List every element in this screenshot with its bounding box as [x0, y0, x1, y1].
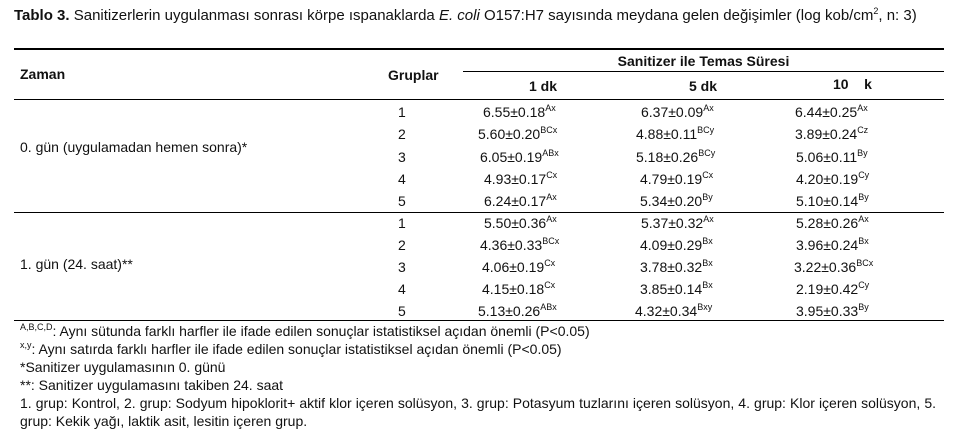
group-number: 3 — [398, 259, 406, 275]
cell-5dk: $3.78\pm 0.32^{Bx}$ — [640, 258, 713, 275]
cell-5dk: $4.79\pm 0.19^{Cx}$ — [640, 170, 714, 187]
cell-10dk: $3.96\pm 0.24^{Bx}$ — [796, 236, 869, 253]
cell-5dk: $4.09\pm 0.29^{Bx}$ — [640, 236, 713, 253]
cell-10dk: $5.06\pm 0.11^{By}$ — [796, 148, 868, 165]
group-number: 2 — [398, 126, 406, 142]
cell-5dk: $5.34\pm 0.20^{By}$ — [640, 192, 713, 209]
cell-10dk: $3.22\pm 0.36^{BCx}$ — [794, 258, 874, 275]
group-number: 1 — [398, 104, 406, 120]
block-label-day1: 1. gün (24. saat)** — [20, 256, 133, 272]
header-1-dk: 1 dk — [528, 78, 557, 94]
footnote-day0: *Sanitizer uygulamasının 0. günü — [20, 359, 226, 375]
footnote-column-letters: $^{A,B,C,D}$: Aynı sütunda farklı harfler ile ifade edilen sonuçlar istatistiksel açıdan önemli (P<0.05) — [20, 322, 590, 339]
cell-5dk: $3.85\pm 0.14^{Bx}$ — [640, 280, 713, 297]
cell-10dk: $4.20\pm 0.19^{Cy}$ — [796, 170, 870, 187]
rule-header-bottom — [14, 99, 944, 100]
cell-1dk: $6.24\pm 0.17^{Ax}$ — [484, 192, 557, 209]
group-number: 3 — [398, 149, 406, 165]
footnote-row-letters: $^{x,y}$: Aynı satırda farklı harfler ile ifade edilen sonuçlar istatistiksel açıdan önemli (P<0.05) — [20, 340, 562, 357]
cell-5dk: $4.88\pm 0.11^{BCy}$ — [636, 125, 715, 142]
rule-top — [14, 48, 944, 50]
cell-10dk: $3.89\pm 0.24^{Cz}$ — [795, 125, 869, 142]
cell-1dk: $4.06\pm 0.19^{Cx}$ — [482, 258, 556, 275]
cell-10dk: $2.19\pm 0.42^{Cy}$ — [796, 280, 870, 297]
cell-1dk: $5.60\pm 0.20^{BCx}$ — [478, 125, 558, 142]
header-10-dk: 10 k — [833, 76, 872, 92]
rule-bottom — [14, 320, 944, 321]
header-zaman: Zaman — [20, 66, 66, 82]
cell-1dk: $5.50\pm 0.36^{Ax}$ — [484, 214, 557, 231]
cell-1dk: $5.13\pm 0.26^{ABx}$ — [478, 302, 557, 319]
header-5-dk: 5 dk — [688, 78, 717, 94]
footnote-groups: 1. grup: Kontrol, 2. grup: Sodyum hipoklorit+ aktif klor içeren solüsyon, 3. grup: Potasyum tuzlarını içeren solüsyon, 4. grup: Klor içeren solüsyon, 5. grup: Kekik yağı, laktik asit, lesitin içeren grup. — [20, 395, 936, 429]
caption-text-b: O157:H7 sayısında meydana gelen değişimler (log kob/cm — [479, 7, 874, 24]
rule-contact-time — [463, 71, 944, 72]
cell-10dk: $5.28\pm 0.26^{Ax}$ — [796, 214, 869, 231]
caption-sup: 2 — [873, 6, 879, 16]
cell-1dk: $4.15\pm 0.18^{Cx}$ — [482, 280, 556, 297]
cell-5dk: $6.37\pm 0.09^{Ax}$ — [641, 103, 714, 120]
table-caption — [14, 6, 944, 25]
cell-1dk: $4.93\pm 0.17^{Cx}$ — [484, 170, 558, 187]
cell-1dk: $6.05\pm 0.19^{ABx}$ — [480, 148, 559, 165]
group-number: 4 — [398, 171, 406, 187]
cell-5dk: $5.18\pm 0.26^{BCy}$ — [636, 148, 716, 165]
cell-10dk: $3.95\pm 0.33^{By}$ — [796, 302, 869, 319]
group-number: 5 — [398, 193, 406, 209]
caption-text-a: Sanitizerlerin uygulanması sonrası körpe ıspanaklarda — [69, 7, 439, 24]
block-label-day0: 0. gün (uygulamadan hemen sonra)* — [20, 139, 248, 155]
cell-5dk: $4.32\pm 0.34^{Bxy}$ — [635, 302, 713, 319]
cell-10dk: $6.44\pm 0.25^{Ax}$ — [795, 103, 868, 120]
cell-1dk: $6.55\pm 0.18^{Ax}$ — [483, 103, 556, 120]
cell-10dk: $5.10\pm 0.14^{By}$ — [796, 192, 869, 209]
group-number: 4 — [398, 281, 406, 297]
cell-5dk: $5.37\pm 0.32^{Ax}$ — [641, 214, 714, 231]
group-number: 5 — [398, 303, 406, 319]
caption-organism: E. coli — [438, 7, 480, 24]
header-gruplar: Gruplar — [388, 67, 439, 83]
cell-1dk: $4.36\pm 0.33^{BCx}$ — [480, 236, 560, 253]
caption-label: Tablo 3. — [14, 7, 70, 24]
footnote-day1: **: Sanitizer uygulamasını takiben 24. saat — [20, 377, 284, 393]
group-number: 2 — [398, 237, 406, 253]
group-number: 1 — [398, 215, 406, 231]
header-contact-time: Sanitizer ile Temas Süresi — [617, 53, 790, 69]
caption-text-c: , n: 3) — [878, 7, 917, 24]
rule-block-separator — [14, 212, 944, 213]
